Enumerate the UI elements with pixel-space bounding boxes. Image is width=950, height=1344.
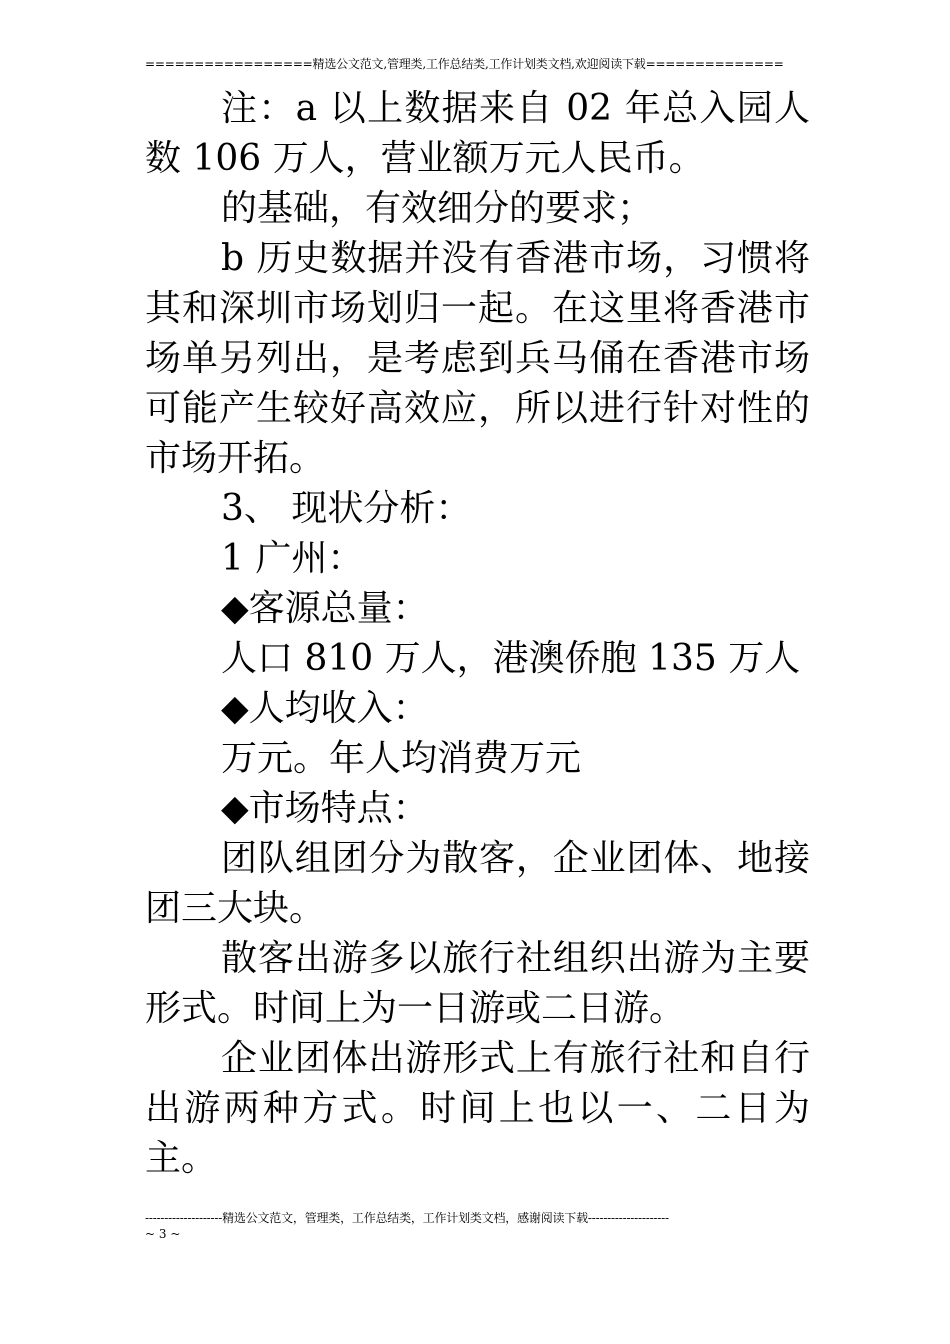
bullet-visitor-total: ◆客源总量： <box>221 588 429 629</box>
paragraph-note-a: 注：a 以上数据来自 02 年总入园人数 106 万人，营业额万元人民币。 <box>145 88 810 179</box>
page-header: =================精选公文范文,管理类,工作总结类,工作计划类文档,欢迎阅读下载============== <box>145 57 784 71</box>
paragraph-basis: 的基础，有效细分的要求； <box>221 188 654 229</box>
paragraph-enterprise: 企业团体出游形式上有旅行社和自行出游两种方式。时间上也以一、二日为主。 <box>145 1038 810 1179</box>
document-body <box>145 84 810 1184</box>
section-heading-analysis: 3、 现状分析： <box>221 488 472 529</box>
page-footer: --------------------精选公文范文，管理类，工作总结类，工作计划类文档，感谢阅读下载--------------------- <box>145 1211 669 1225</box>
bullet-market-features: ◆市场特点： <box>221 788 429 829</box>
paragraph-population: 人口 810 万人，港澳侨胞 135 万人 <box>221 638 801 679</box>
page-number: ~ 3 ~ <box>145 1227 181 1241</box>
paragraph-groups: 团队组团分为散客，企业团体、地接团三大块。 <box>145 838 810 929</box>
paragraph-individual: 散客出游多以旅行社组织出游为主要形式。时间上为一日游或二日游。 <box>145 938 810 1029</box>
paragraph-note-b: b 历史数据并没有香港市场，习惯将其和深圳市场划归一起。在这里将香港市场单另列出，是考虑到兵马俑在香港市场可能产生较好高效应，所以进行针对性的市场开拓。 <box>145 238 810 479</box>
bullet-income: ◆人均收入： <box>221 688 429 729</box>
paragraph-income: 万元。年人均消费万元 <box>221 738 582 779</box>
subheading-guangzhou: 1 广州： <box>221 538 364 579</box>
